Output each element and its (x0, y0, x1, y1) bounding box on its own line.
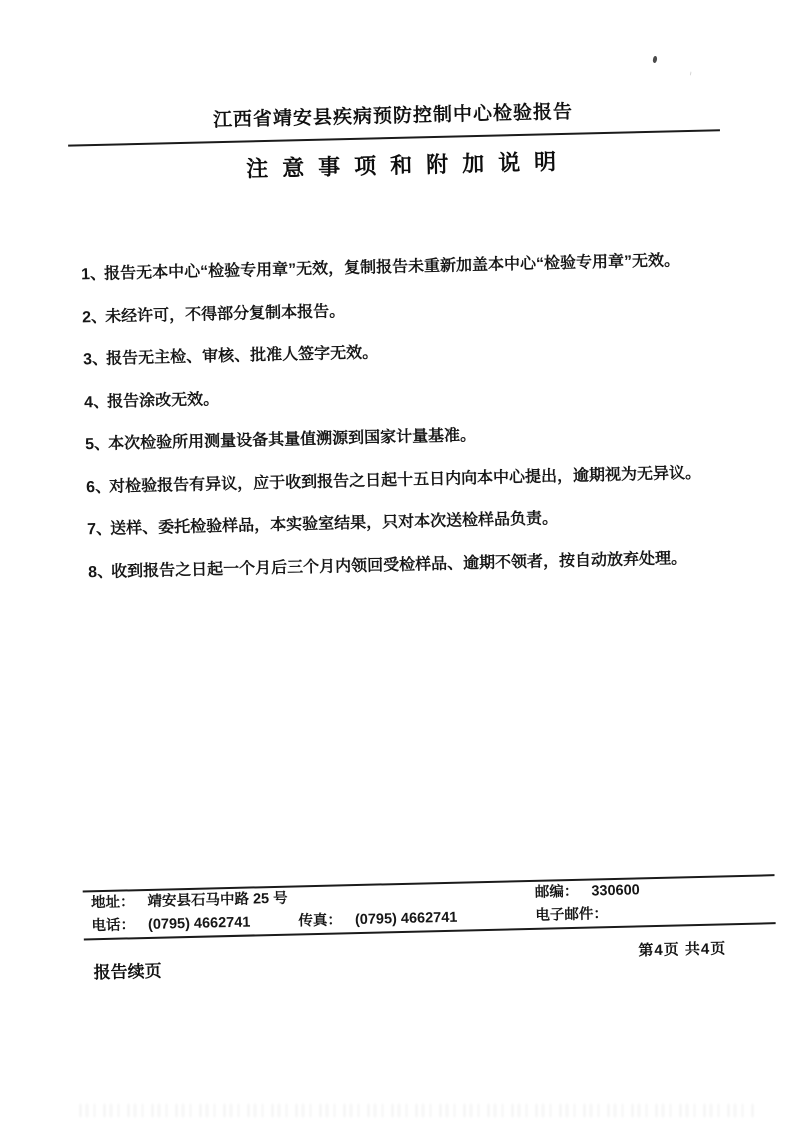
note-number: 4、 (83, 393, 110, 411)
note-text: 报告无主检、审核、批准人签字无效。 (105, 344, 379, 368)
contact-footer (83, 874, 776, 940)
postcode-value: 330600 (591, 882, 640, 900)
note-number: 7、 (86, 520, 113, 539)
note-text: 报告无本中心“检验专用章”无效，复制报告未重新加盖本中心“检验专用章”无效。 (103, 252, 681, 283)
notes-list (81, 239, 729, 594)
email-label: 电子邮件： (535, 906, 609, 924)
address-label: 地址： (90, 894, 135, 912)
note-text: 报告涂改无效。 (106, 390, 220, 411)
phone-cell (91, 912, 250, 939)
email-cell (535, 903, 617, 928)
fax-label: 传真： (298, 912, 343, 930)
note-number: 6、 (85, 478, 112, 496)
postcode-cell (535, 879, 640, 904)
page-indicator: 第4页 共4页 (638, 940, 727, 960)
note-text: 对检验报告有异议，应于收到报告之日起十五日内向本中心提出，逾期视为无异议。 (108, 464, 702, 496)
note-text: 送样、委托检验样品，本实验室结果，只对本次送检样品负责。 (109, 510, 559, 538)
note-text: 收到报告之日起一个月后三个月内领回受检样品、逾期不领者，按自动放弃处理。 (110, 549, 688, 581)
note-number: 3、 (82, 350, 109, 369)
phone-label: 电话： (91, 917, 136, 935)
fax-value: (0795) 4662741 (354, 909, 458, 929)
scan-noise-strip (80, 1104, 753, 1117)
note-number: 5、 (84, 435, 111, 454)
report-title: 江西省靖安县疾病预防控制中心检验报告 (212, 101, 574, 132)
note-number: 8、 (87, 563, 114, 581)
note-text: 未经许可，不得部分复制本报告。 (104, 302, 346, 326)
note-text: 本次检验所用测量设备其量值溯源到国家计量基准。 (107, 427, 477, 453)
postcode-label: 邮编： (534, 883, 579, 901)
note-number: 2、 (81, 308, 108, 326)
note-number: 1、 (80, 265, 107, 284)
phone-value: (0795) 4662741 (147, 914, 251, 933)
page-heading: 注意事项和附加说明 (245, 148, 571, 182)
fax-cell (298, 907, 457, 934)
report-continuation-label: 报告续页 (93, 961, 162, 983)
address-value: 靖安县石马中路 25 号 (147, 890, 288, 910)
